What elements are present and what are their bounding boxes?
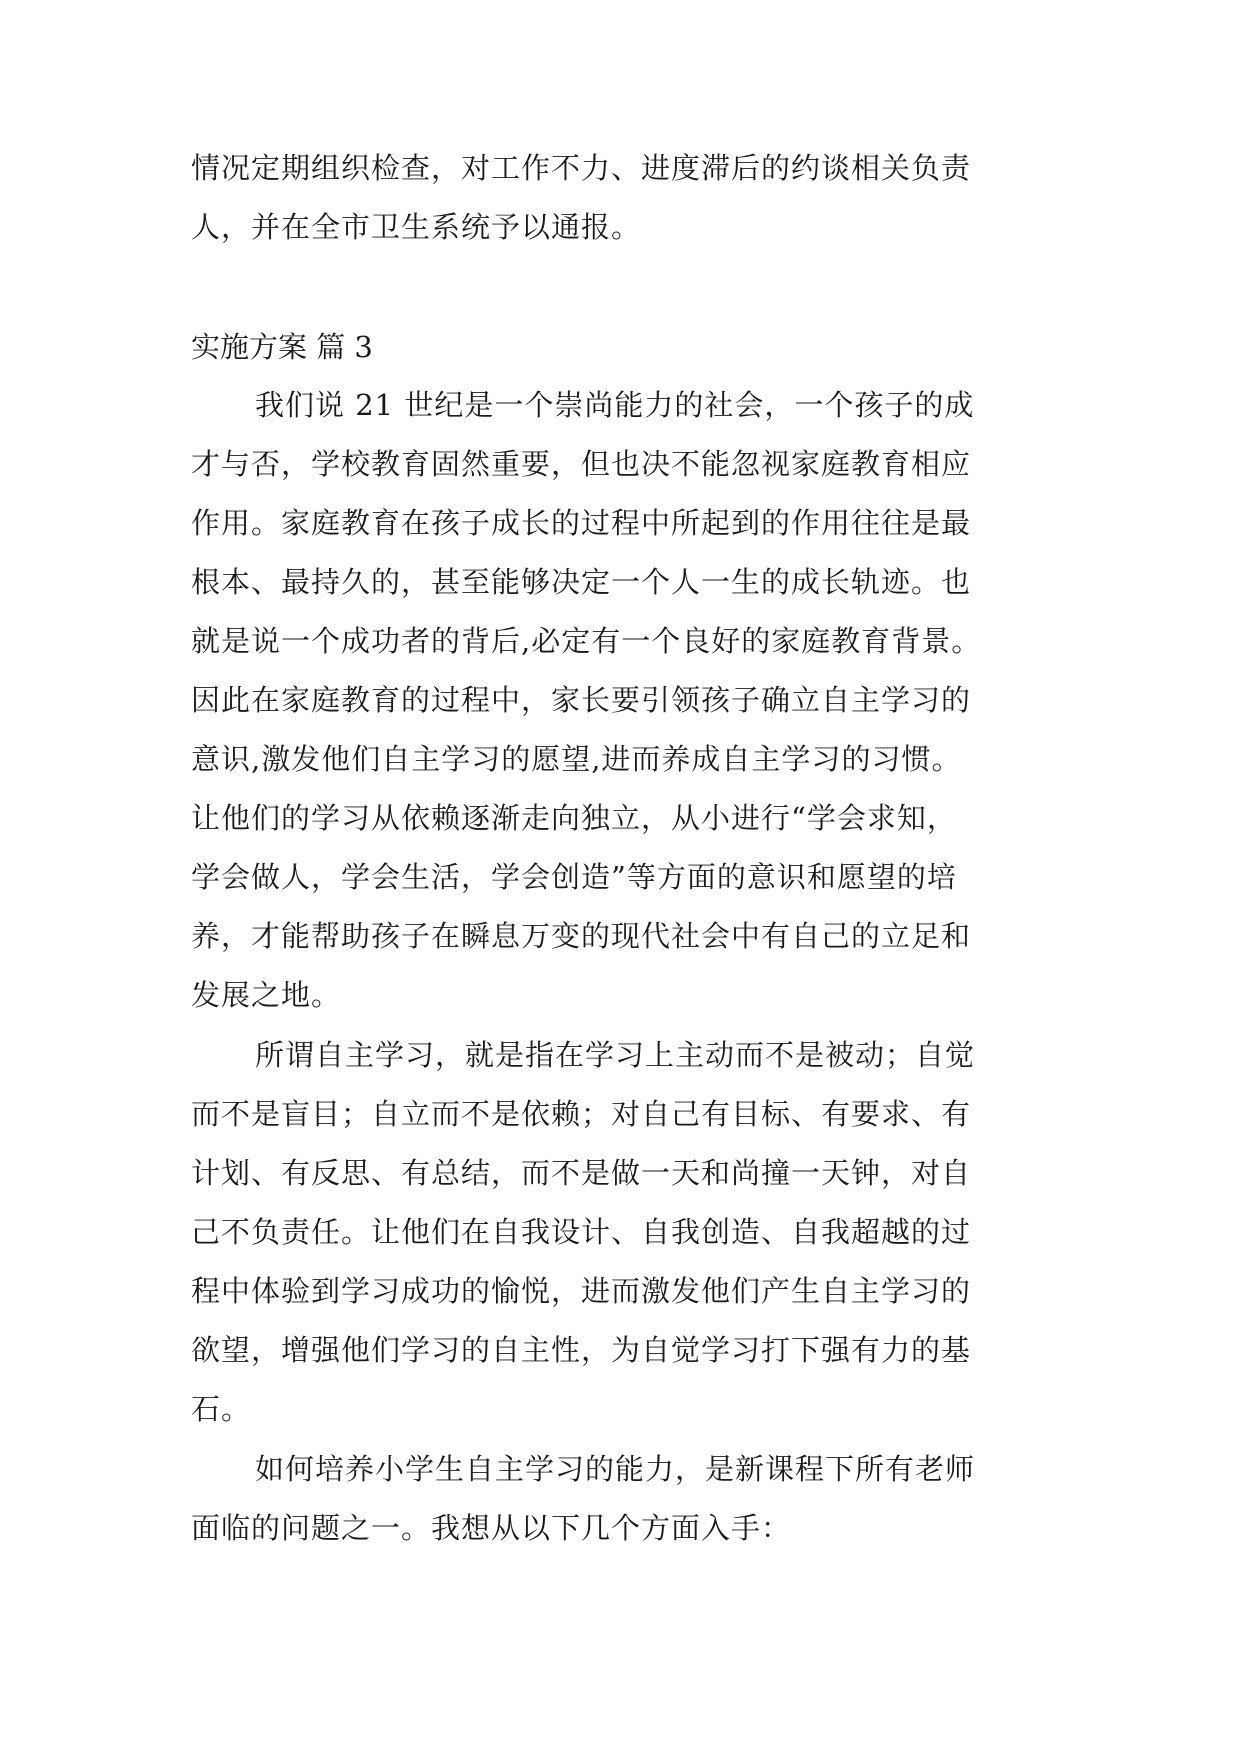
paragraph-line: 欲望，增强他们学习的自主性，为自觉学习打下强有力的基	[191, 1333, 972, 1367]
continuation-line: 情况定期组织检查，对工作不力、进度滞后的约谈相关负责	[191, 151, 972, 185]
paragraph-line: 因此在家庭教育的过程中，家长要引领孩子确立自主学习的	[191, 683, 972, 717]
paragraph-line: 发展之地。	[191, 978, 342, 1012]
paragraph-line: 才与否，学校教育固然重要，但也决不能忽视家庭教育相应	[191, 447, 972, 481]
paragraph-line: 让他们的学习从依赖逐渐走向独立，从小进行“学会求知，	[191, 801, 957, 835]
paragraph-line: 所谓自主学习，就是指在学习上主动而不是被动；自觉	[255, 1038, 976, 1072]
paragraph-line: 如何培养小学生自主学习的能力，是新课程下所有老师	[255, 1452, 976, 1486]
section-title: 实施方案 篇 3	[191, 330, 373, 364]
continuation-line: 人，并在全市卫生系统予以通报。	[191, 210, 642, 244]
paragraph-line: 石。	[191, 1392, 252, 1426]
paragraph-line: 意识,激发他们自主学习的愿望,进而养成自主学习的习惯。	[191, 742, 962, 776]
paragraph-line: 程中体验到学习成功的愉悦，进而激发他们产生自主学习的	[191, 1274, 972, 1308]
paragraph-line: 学会做人，学会生活，学会创造”等方面的意识和愿望的培	[191, 860, 957, 894]
paragraph-line: 己不负责任。让他们在自我设计、自我创造、自我超越的过	[191, 1215, 972, 1249]
paragraph-line: 根本、最持久的，甚至能够决定一个人一生的成长轨迹。也	[191, 565, 972, 599]
paragraph-line: 就是说一个成功者的背后,必定有一个良好的家庭教育背景。	[191, 624, 982, 658]
paragraph-line: 我们说 21 世纪是一个崇尚能力的社会，一个孩子的成	[255, 388, 975, 422]
paragraph-line: 而不是盲目；自立而不是依赖；对自己有目标、有要求、有	[191, 1097, 972, 1131]
paragraph-line: 作用。家庭教育在孩子成长的过程中所起到的作用往往是最	[191, 506, 972, 540]
paragraph-line: 养，才能帮助孩子在瞬息万变的现代社会中有自己的立足和	[191, 919, 972, 953]
paragraph-line: 计划、有反思、有总结，而不是做一天和尚撞一天钟，对自	[191, 1156, 972, 1190]
paragraph-line: 面临的问题之一。我想从以下几个方面入手：	[191, 1511, 792, 1545]
